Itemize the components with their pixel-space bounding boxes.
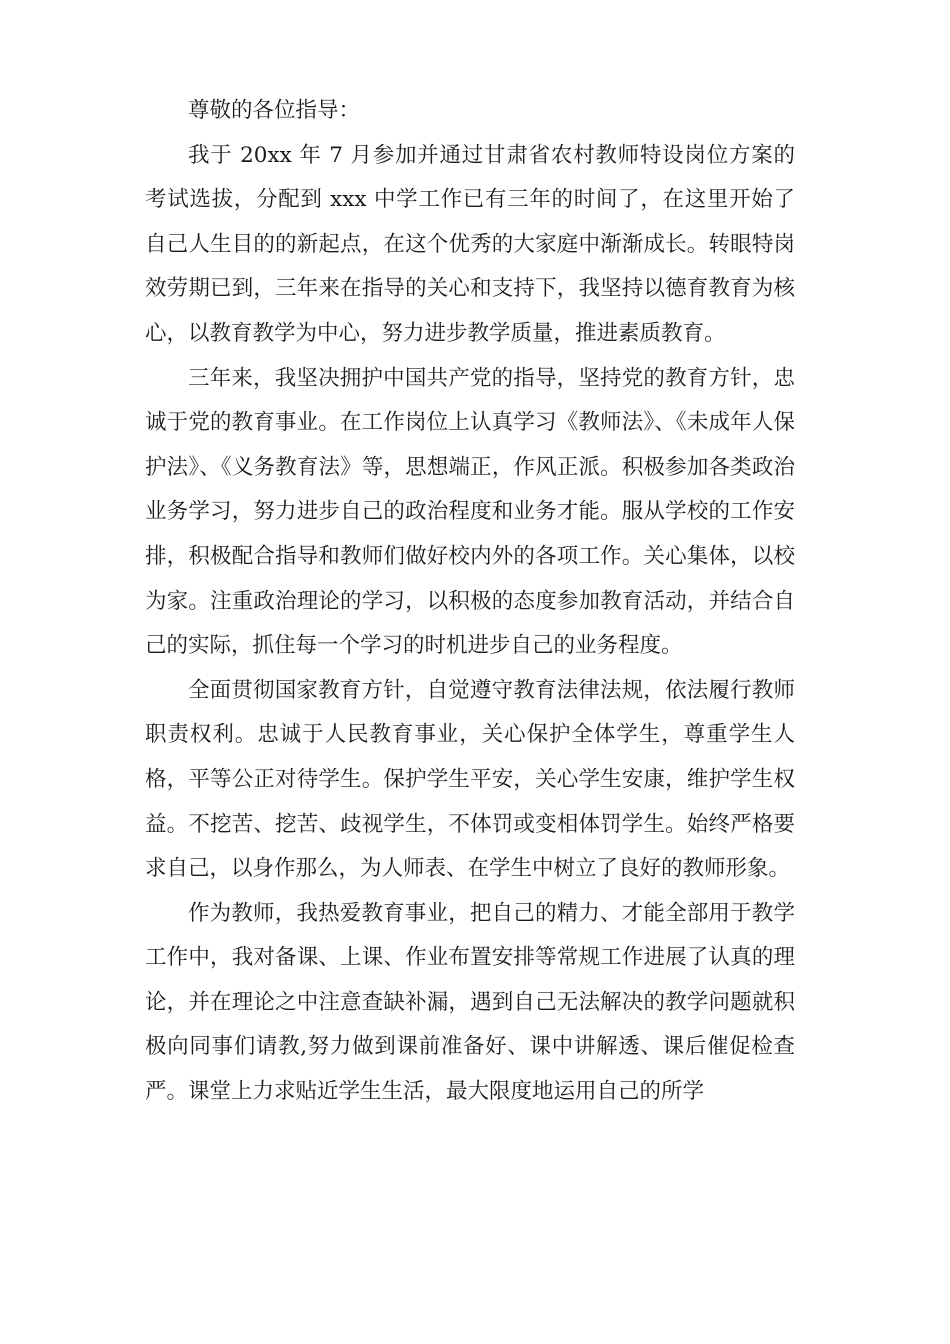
document-body <box>145 89 795 1115</box>
paragraph-2: 三年来，我坚决拥护中国共产党的指导，坚持党的教育方针，忠诚于党的教育事业。在工作岗位上认真学习《教师法》、《未成年人保护法》、《义务教育法》等，思想端正，作风正派。积极参加各类政治业务学习，努力进步自己的政治程度和业务才能。服从学校的工作安排，积极配合指导和教师们做好校内外的各项工作。关心集体，以校为家。注重政治理论的学习，以积极的态度参加教育活动，并结合自己的实际，抓住每一个学习的时机进步自己的业务程度。 <box>145 365 795 659</box>
paragraph-4: 作为教师，我热爱教育事业，把自己的精力、才能全部用于教学工作中，我对备课、上课、作业布置安排等常规工作进展了认真的理论，并在理论之中注意查缺补漏，遇到自己无法解决的教学问题就积极向同事们请教,努力做到课前准备好、课中讲解透、课后催促检查严。课堂上力求贴近学生生活，最大限度地运用自己的所学 <box>145 900 795 1105</box>
paragraph-3: 全面贯彻国家教育方针，自觉遵守教育法律法规，依法履行教师职责权利。忠诚于人民教育事业，关心保护全体学生，尊重学生人格，平等公正对待学生。保护学生平安，关心学生安康，维护学生权益。不挖苦、挖苦、歧视学生，不体罚或变相体罚学生。始终严格要求自己，以身作那么，为人师表、在学生中树立了良好的教师形象。 <box>145 677 795 882</box>
paragraph-1: 我于 20xx 年 7 月参加并通过甘肃省农村教师特设岗位方案的考试选拔，分配到 xxx 中学工作已有三年的时间了，在这里开始了自己人生目的的新起点，在这个优秀的大家庭中渐渐成长。转眼特岗效劳期已到，三年来在指导的关心和支持下，我坚持以德育教育为核心，以教育教学为中心，努力进步教学质量，推进素质教育。 <box>145 142 795 346</box>
salutation: 尊敬的各位指导： <box>188 98 361 123</box>
